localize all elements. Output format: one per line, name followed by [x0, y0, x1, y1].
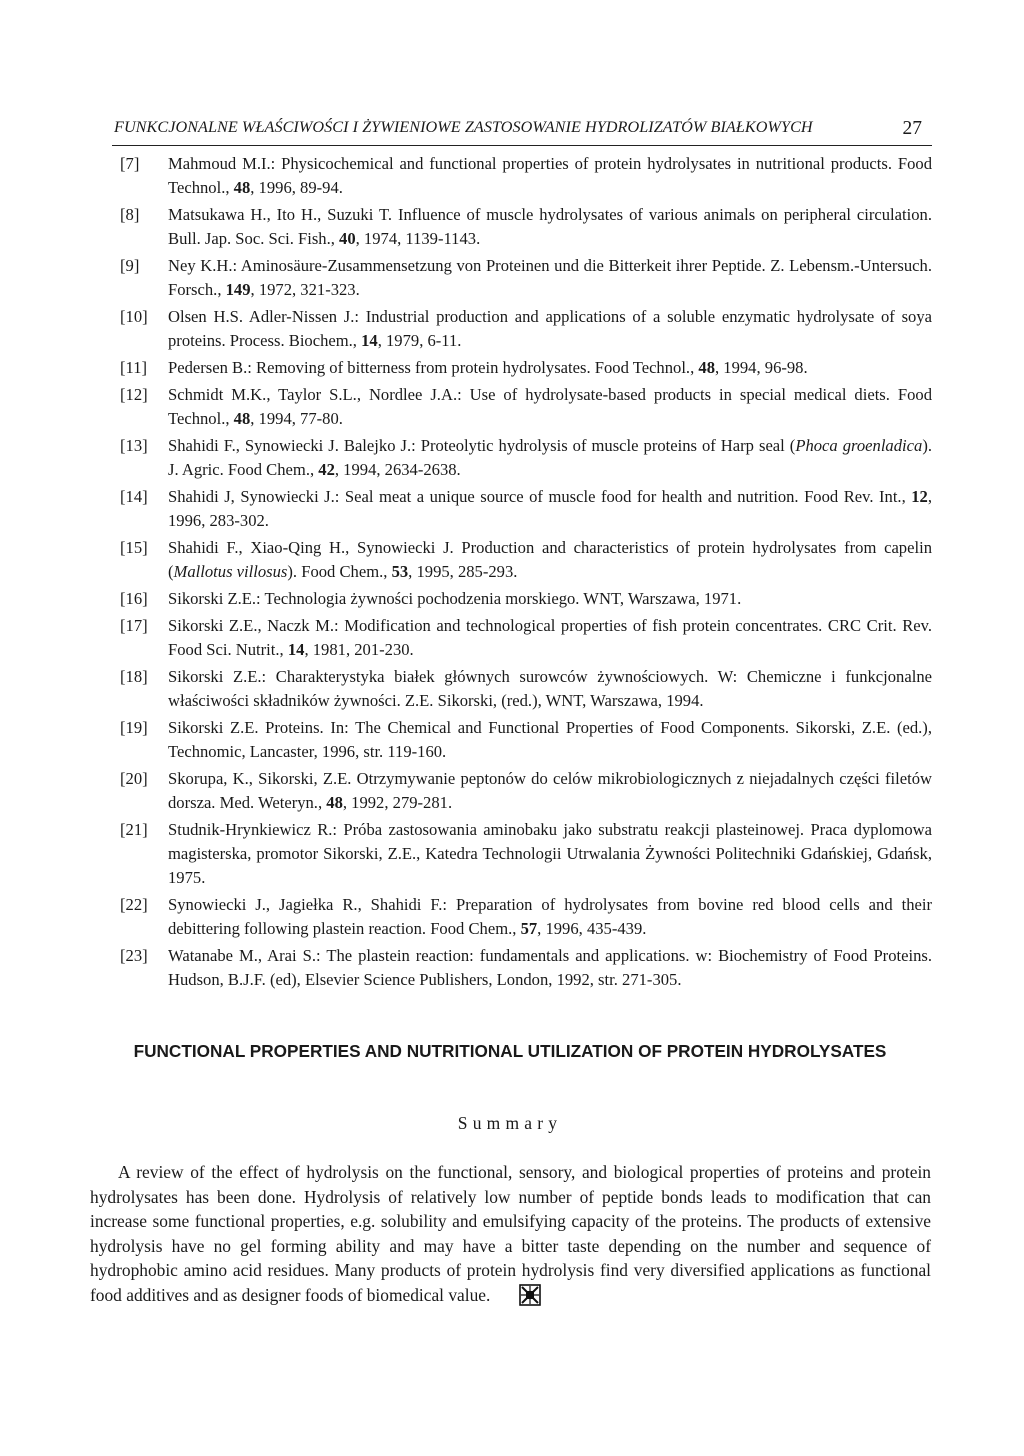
reference-item: [112, 893, 932, 941]
reference-text: Sikorski Z.E. Proteins. In: The Chemical and Functional Properties of Food Components. Sikorski, Z.E. (ed.), Technomic, Lancaster, 1996, str. 119-160.: [168, 717, 932, 761]
reference-number: [18]: [120, 666, 148, 686]
reference-number: [17]: [120, 615, 148, 635]
summary-heading: Summary: [457, 1113, 563, 1133]
reference-list: [112, 152, 932, 995]
reference-number: [8]: [120, 205, 140, 224]
reference-number: [9]: [120, 256, 140, 275]
reference-item: [112, 383, 932, 431]
reference-text: Sikorski Z.E.: Charakterystyka białek głównych surowców żywnościowych. W: Chemiczne i funkcjonalne właściwości składników żywności. Z.E. Sikorski, (red.), WNT, Warszawa, 1994.: [168, 666, 932, 710]
reference-number: [7]: [120, 154, 140, 173]
reference-text: Sikorski Z.E., Naczk M.: Modification and technological properties of fish protein concentrates. CRC Crit. Rev. Food Sci. Nutrit., 14, 1981, 201-230.: [168, 615, 932, 659]
reference-item: [112, 203, 932, 251]
summary-title: FUNCTIONAL PROPERTIES AND NUTRITIONAL UTILIZATION OF PROTEIN HYDROLYSATES: [133, 1041, 887, 1061]
reference-number: [15]: [120, 537, 148, 557]
summary-text: A review of the effect of hydrolysis on the functional, sensory, and biological properties of proteins and protein hydrolysates has been done. Hydrolysis of relatively low number of peptide bonds leads to modification that can increase some functional properties, e.g. solubility and emulsifying capacity of the proteins. The products of extensive hydrolysis have no gel forming ability and may have a bitter taste depending on the number and sequence of hydrophobic amino acid residues. Many products of protein hydrolysis find very diversified applications as functional food additives and as designer foods of biomedical value.: [90, 1162, 931, 1305]
reference-text: Skorupa, K., Sikorski, Z.E. Otrzymywanie peptonów do celów mikrobiologicznych z niejadalnych części filetów dorsza. Med. Weteryn., 48, 1992, 279-281.: [168, 768, 932, 812]
summary-body: [90, 1160, 931, 1308]
reference-text: Shahidi F., Synowiecki J. Balejko J.: Proteolytic hydrolysis of muscle proteins of Harp seal (Phoca groenladica). J. Agric. Food Chem., 42, 1994, 2634-2638.: [168, 435, 932, 479]
reference-item: [112, 356, 932, 380]
reference-item: [112, 434, 932, 482]
reference-text: Synowiecki J., Jagiełka R., Shahidi F.: Preparation of hydrolysates from bovine red blood cells and their debittering following plastein reaction. Food Chem., 57, 1996, 435-439.: [168, 894, 932, 938]
running-header-title: FUNKCJONALNE WŁAŚCIWOŚCI I ŻYWIENIOWE ZASTOSOWANIE HYDROLIZATÓW BIAŁKOWYCH: [114, 118, 813, 136]
reference-number: [22]: [120, 894, 148, 914]
reference-number: [12]: [120, 384, 148, 404]
reference-text: Shahidi F., Xiao-Qing H., Synowiecki J. Production and characteristics of protein hydrolysates from capelin (Mallotus villosus). Food Chem., 53, 1995, 285-293.: [168, 537, 932, 581]
reference-text: Mahmoud M.I.: Physicochemical and functional properties of protein hydrolysates in nutritional products. Food Technol., 48, 1996, 89-94.: [168, 154, 932, 198]
reference-item: [112, 587, 932, 611]
reference-item: [112, 716, 932, 764]
reference-item: [112, 152, 932, 200]
reference-text: Sikorski Z.E.: Technologia żywności pochodzenia morskiego. WNT, Warszawa, 1971.: [168, 588, 742, 608]
reference-number: [14]: [120, 486, 148, 506]
page-number: 27: [902, 118, 922, 139]
reference-item: [112, 305, 932, 353]
running-header: [112, 115, 932, 146]
end-of-article-mark-icon: [491, 1284, 513, 1306]
reference-text: Matsukawa H., Ito H., Suzuki T. Influence of muscle hydrolysates of various animals on peripheral circulation. Bull. Jap. Soc. Sci. Fish., 40, 1974, 1139-1143.: [168, 205, 932, 249]
reference-item: [112, 485, 932, 533]
reference-text: Schmidt M.K., Taylor S.L., Nordlee J.A.: Use of hydrolysate-based products in special medical diets. Food Technol., 48, 1994, 77-80.: [168, 384, 932, 428]
reference-text: Olsen H.S. Adler-Nissen J.: Industrial production and applications of a soluble enzymatic hydrolysate of soya proteins. Process. Biochem., 14, 1979, 6-11.: [168, 307, 932, 351]
reference-text: Pedersen B.: Removing of bitterness from protein hydrolysates. Food Technol., 48, 1994, 96-98.: [168, 358, 808, 377]
reference-number: [20]: [120, 768, 148, 788]
reference-number: [19]: [120, 717, 148, 737]
reference-text: Watanabe M., Arai S.: The plastein reaction: fundamentals and applications. w: Biochemistry of Food Proteins. Hudson, B.J.F. (ed), Elsevier Science Publishers, London, 1992, str. 271-305.: [168, 945, 932, 989]
reference-item: [112, 767, 932, 815]
reference-text: Shahidi J, Synowiecki J.: Seal meat a unique source of muscle food for health and nutrition. Food Rev. Int., 12, 1996, 283-302.: [168, 486, 932, 530]
reference-item: [112, 536, 932, 584]
reference-number: [16]: [120, 588, 148, 608]
reference-item: [112, 614, 932, 662]
reference-item: [112, 818, 932, 891]
reference-item: [112, 254, 932, 302]
reference-text: Studnik-Hrynkiewicz R.: Próba zastosowania aminobaku jako substratu reakcji plasteinowej. Praca dyplomowa magisterska, promotor Sikorski, Z.E., Katedra Technologii Utrwalania Żywności Politechniki Gdańskiej, Gdańsk, 1975.: [168, 819, 932, 887]
reference-number: [11]: [120, 358, 148, 377]
reference-text: Ney K.H.: Aminosäure-Zusammensetzung von Proteinen und die Bitterkeit ihrer Peptide. Z. Lebensm.-Untersuch. Forsch., 149, 1972, 321-323.: [168, 256, 932, 300]
reference-item: [112, 665, 932, 713]
reference-number: [10]: [120, 307, 148, 326]
reference-number: [21]: [120, 819, 148, 839]
reference-number: [13]: [120, 435, 148, 455]
reference-item: [112, 944, 932, 992]
reference-number: [23]: [120, 945, 148, 965]
